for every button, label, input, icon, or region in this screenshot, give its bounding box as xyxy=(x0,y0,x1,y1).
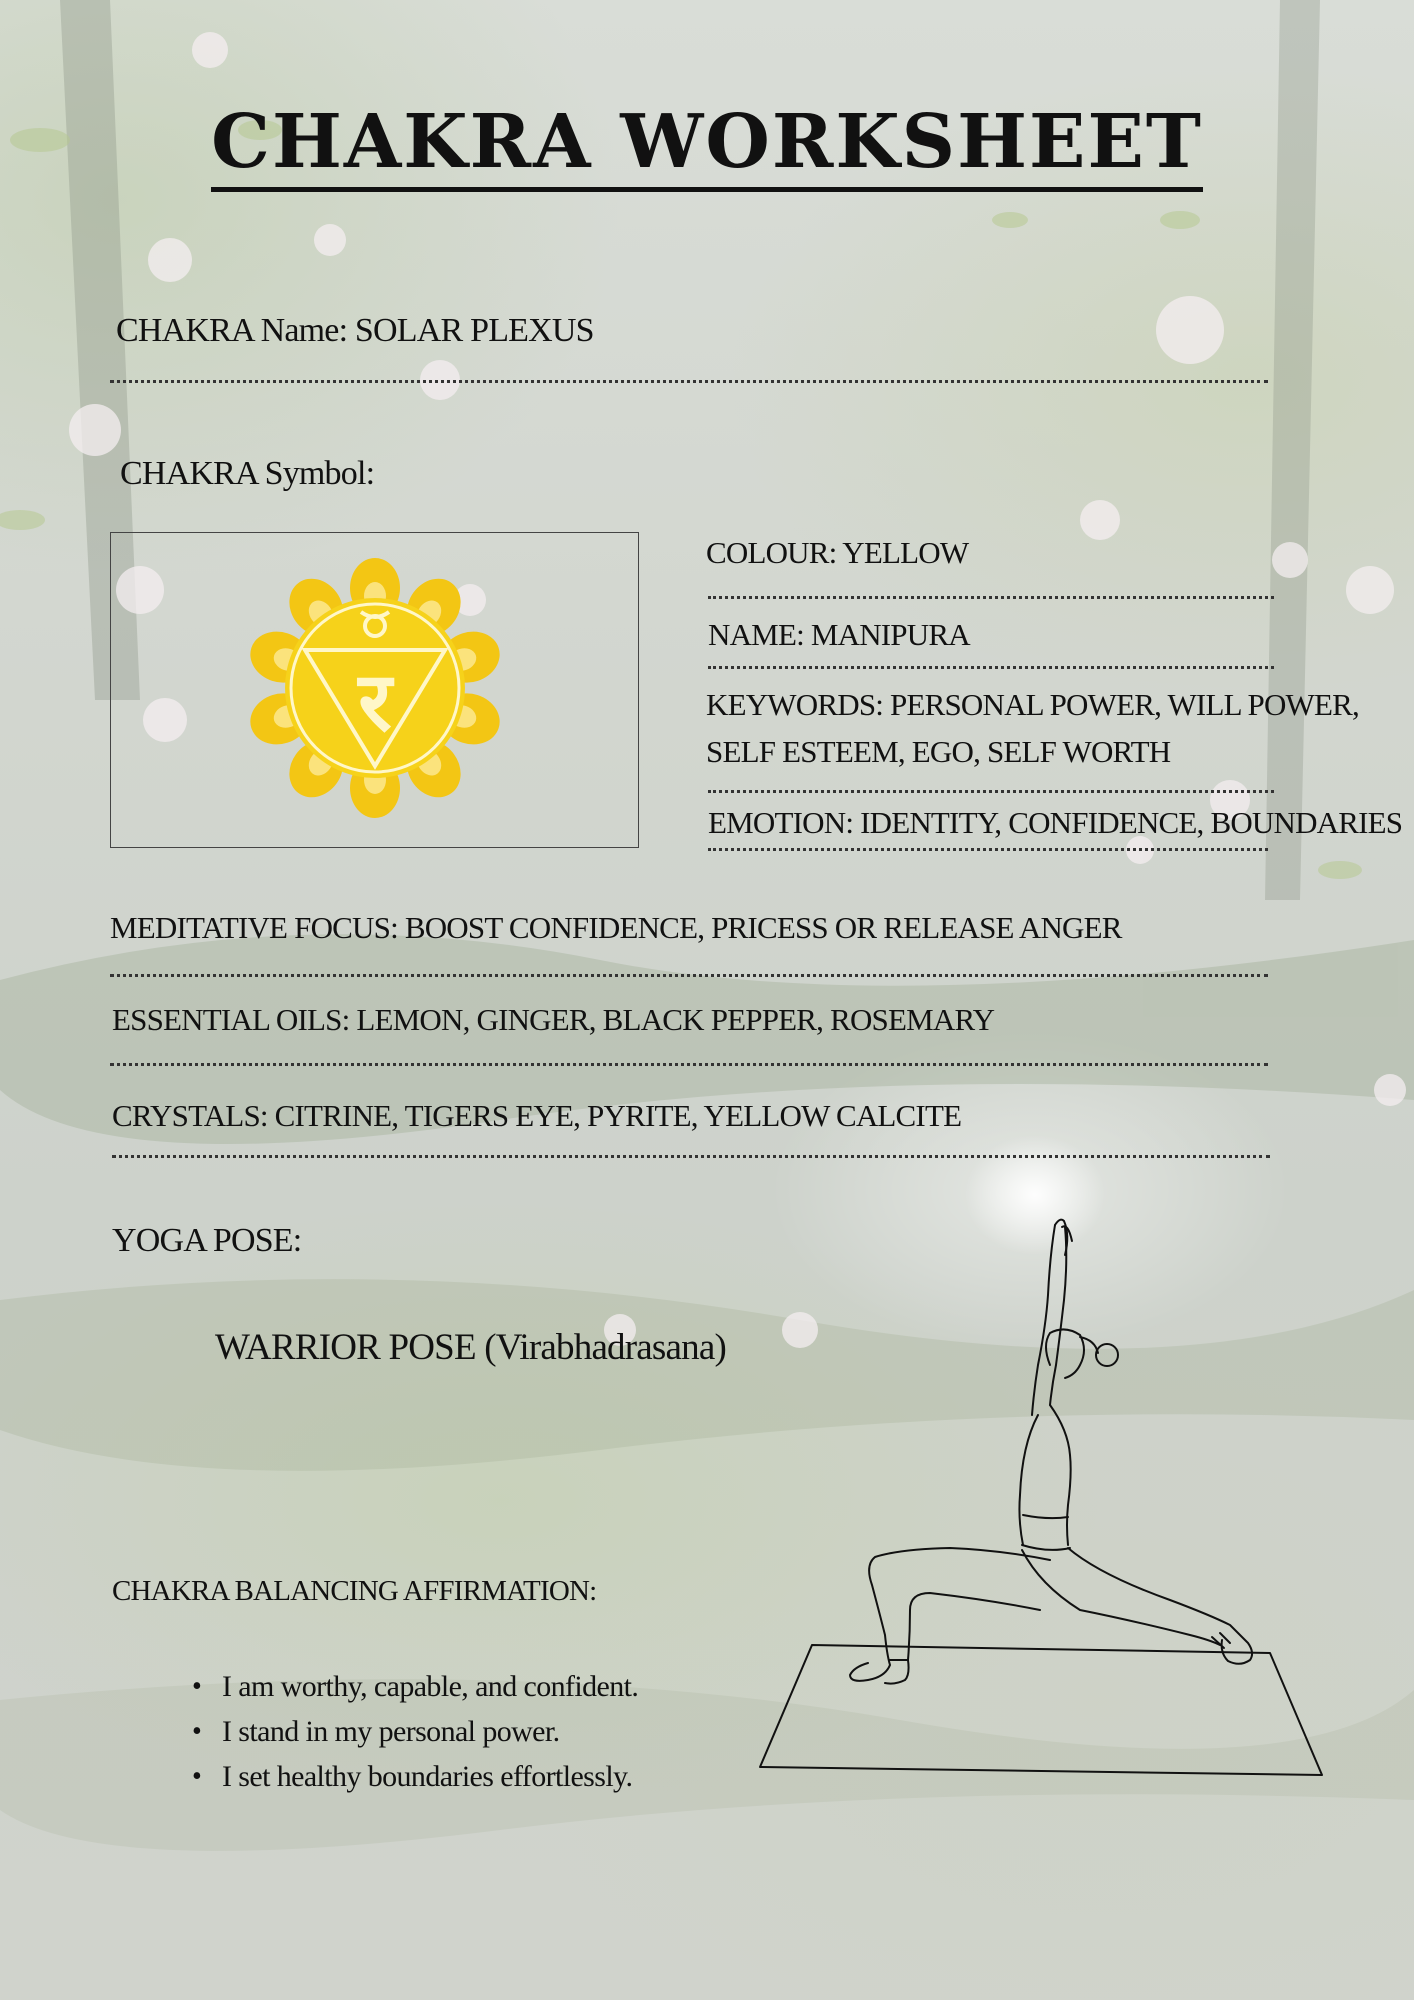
divider xyxy=(110,1063,1268,1066)
warrior-pose-illustration xyxy=(750,1215,1330,1785)
divider xyxy=(708,848,1268,851)
crystals-field: CRYSTALS: CITRINE, TIGERS EYE, PYRITE, YELLOW CALCITE xyxy=(112,1098,962,1133)
yoga-pose-name: WARRIOR POSE (Virabhadrasana) xyxy=(215,1327,726,1368)
keywords-line-2: SELF ESTEEM, EGO, SELF WORTH xyxy=(706,734,1171,769)
meditative-focus-field: MEDITATIVE FOCUS: BOOST CONFIDENCE, PRICESS OR RELEASE ANGER xyxy=(110,910,1122,945)
affirmation-list xyxy=(192,1664,638,1799)
svg-text:र: र xyxy=(358,655,392,750)
page-title: CHAKRA WORKSHEET xyxy=(0,105,1414,192)
divider xyxy=(110,974,1268,977)
essential-oils-field: ESSENTIAL OILS: LEMON, GINGER, BLACK PEPPER, ROSEMARY xyxy=(112,1002,995,1037)
list-item: • I am worthy, capable, and confident. xyxy=(192,1664,638,1709)
colour-field: COLOUR: YELLOW xyxy=(706,535,969,570)
chakra-symbol-box xyxy=(110,532,639,848)
divider xyxy=(110,380,1268,383)
name-field: NAME: MANIPURA xyxy=(708,617,970,652)
chakra-symbol-label: CHAKRA Symbol: xyxy=(120,455,375,492)
divider xyxy=(708,790,1274,793)
emotion-field: EMOTION: IDENTITY, CONFIDENCE, BOUNDARIES xyxy=(708,805,1403,840)
list-item: • I stand in my personal power. xyxy=(192,1709,638,1754)
chakra-name: CHAKRA Name: SOLAR PLEXUS xyxy=(116,312,594,349)
affirmation-label: CHAKRA BALANCING AFFIRMATION: xyxy=(112,1575,597,1607)
list-item: • I set healthy boundaries effortlessly. xyxy=(192,1754,638,1799)
divider xyxy=(112,1155,1270,1158)
divider xyxy=(708,596,1274,599)
manipura-chakra-icon xyxy=(245,558,505,818)
yoga-pose-label: YOGA POSE: xyxy=(112,1222,302,1259)
keywords-line-1: KEYWORDS: PERSONAL POWER, WILL POWER, xyxy=(706,687,1359,722)
divider xyxy=(708,666,1274,669)
